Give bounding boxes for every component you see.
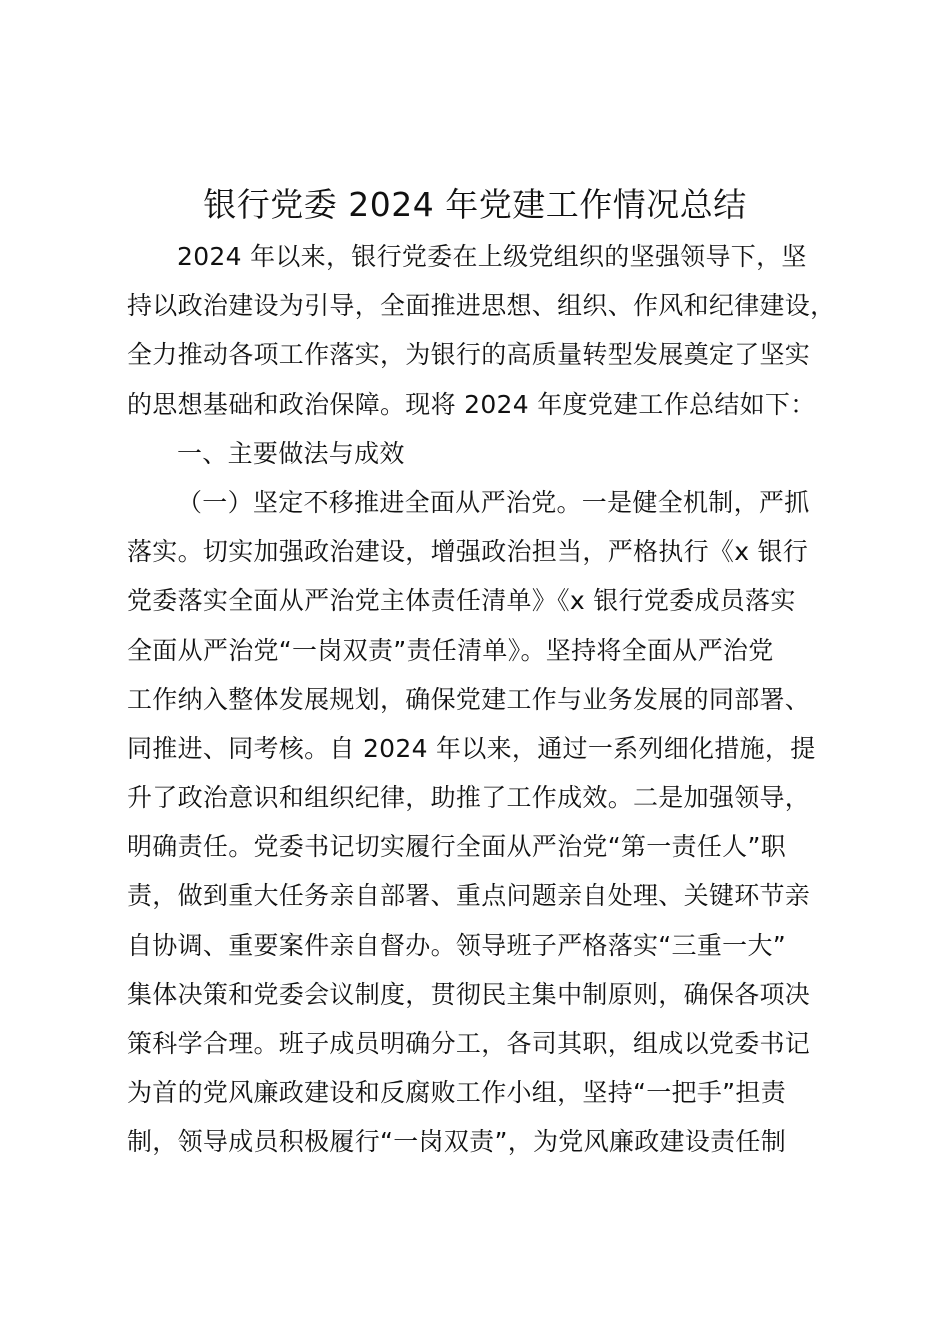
paragraph-line: 集体决策和党委会议制度，贯彻民主集中制原则，确保各项决: [127, 979, 811, 1009]
paragraph-line: 制，领导成员积极履行“一岗双责”，为党风廉政建设责任制: [127, 1127, 787, 1157]
paragraph-line: 的思想基础和政治保障。现将 2024 年度党建工作总结如下：: [127, 389, 816, 419]
document-body: [127, 232, 836, 1167]
paragraph-line: 全力推动各项工作落实，为银行的高质量转型发展奠定了坚实: [127, 340, 811, 370]
paragraph-line: 工作纳入整体发展规划，确保党建工作与业务发展的同部署、: [127, 684, 811, 714]
paragraph-line: 持以政治建设为引导，全面推进思想、组织、作风和纪律建设，: [127, 291, 836, 321]
paragraph-line: 党委落实全面从严治党主体责任清单》《x 银行党委成员落实: [127, 586, 796, 616]
paragraph-line: 同推进、同考核。自 2024 年以来，通过一系列细化措施，提: [127, 733, 816, 763]
paragraph-line: （一）坚定不移推进全面从严治党。一是健全机制，严抓: [177, 487, 810, 517]
paragraph-line: 策科学合理。班子成员明确分工，各司其职，组成以党委书记: [127, 1029, 811, 1058]
paragraph-line: 升了政治意识和组织纪律，助推了工作成效。二是加强领导，: [127, 783, 811, 813]
paragraph-line: 2024 年以来，银行党委在上级党组织的坚强领导下，坚: [177, 242, 807, 271]
paragraph-line: 全面从严治党“一岗双责”责任清单》。坚持将全面从严治党: [127, 635, 774, 665]
paragraph-line: 明确责任。党委书记切实履行全面从严治党“第一责任人”职: [127, 832, 787, 862]
section-heading: 一、主要做法与成效: [177, 438, 405, 468]
paragraph-line: 责，做到重大任务亲自部署、重点问题亲自处理、关键环节亲: [127, 881, 811, 911]
document-title: 银行党委 2024 年党建工作情况总结: [203, 185, 747, 224]
paragraph-line: 自协调、重要案件亲自督办。领导班子严格落实“三重一大”: [127, 930, 787, 960]
paragraph-line: 为首的党风廉政建设和反腐败工作小组，坚持“一把手”担责: [127, 1078, 787, 1108]
paragraph-line: 落实。切实加强政治建设，增强政治担当，严格执行《x 银行: [127, 537, 809, 567]
